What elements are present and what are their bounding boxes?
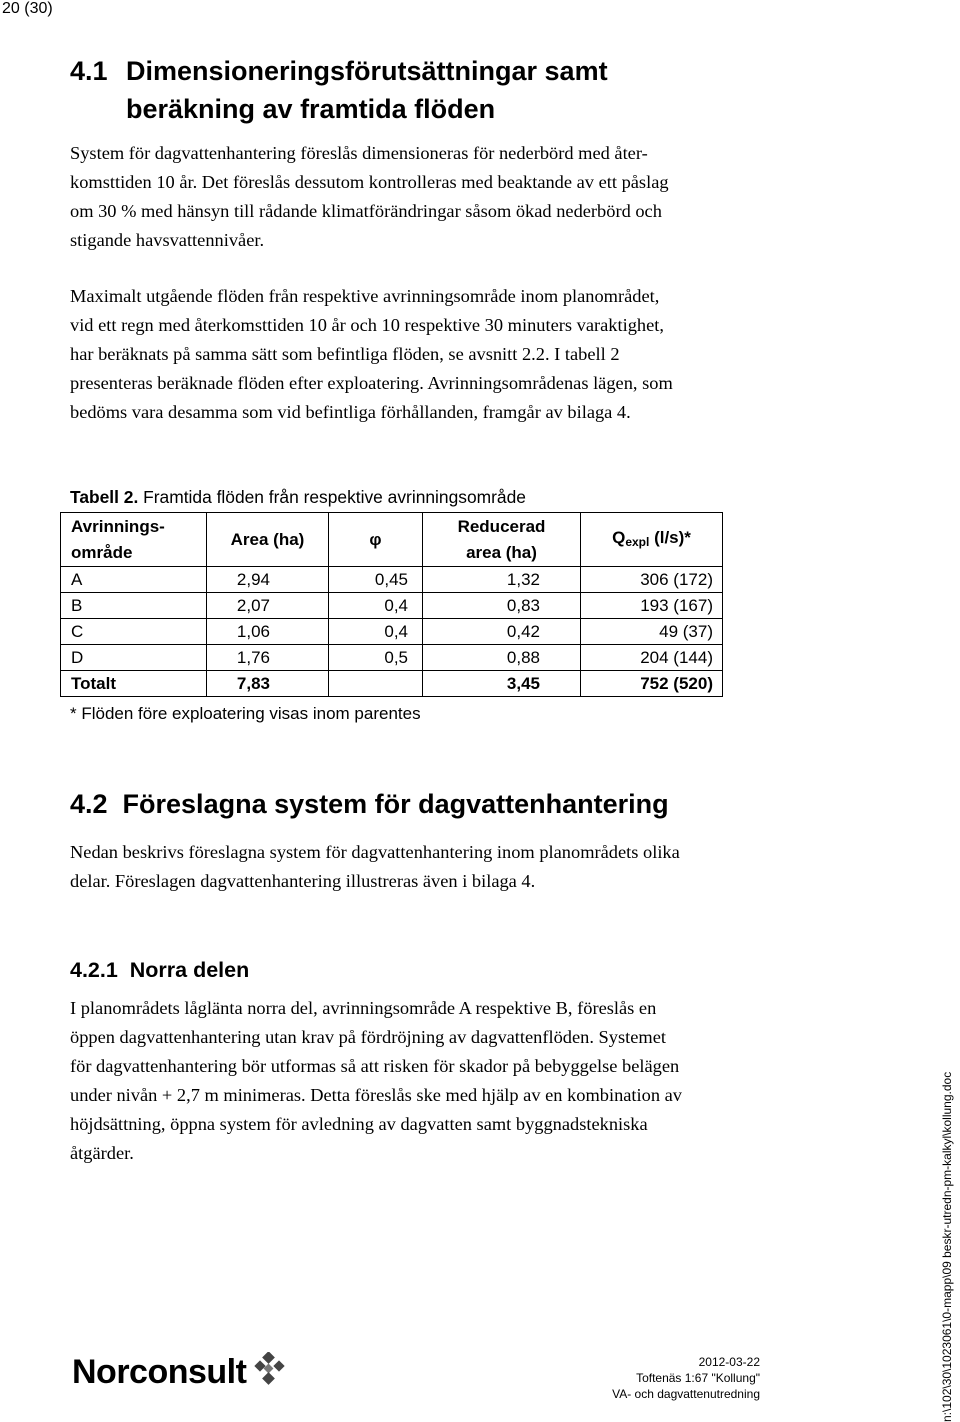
paragraph-line: presenteras beräknade flöden efter exploatering. Avrinningsområdenas lägen, som <box>70 373 673 393</box>
table-row <box>61 593 723 619</box>
paragraph-line: stigande havsvattennivåer. <box>70 230 265 250</box>
paragraph-line: System för dagvattenhantering föreslås dimensioneras för nederbörd med åter- <box>70 143 648 163</box>
header-phi: φ <box>329 513 423 567</box>
section-number: 4.1 <box>70 56 108 86</box>
cell-id: Totalt <box>61 671 207 697</box>
header-area-name: Avrinnings- område <box>61 513 207 567</box>
table-header-row <box>61 513 723 567</box>
cell-id: A <box>61 567 207 593</box>
section-title-line: Dimensioneringsförutsättningar samt <box>126 56 608 86</box>
cell-area: 2,94 <box>207 567 329 593</box>
cell-q: 204 (144) <box>581 645 723 671</box>
paragraph-line: har beräknats på samma sätt som befintliga flöden, se avsnitt 2.2. I tabell 2 <box>70 344 620 364</box>
cell-reduced: 0,83 <box>423 593 581 619</box>
cell-reduced: 1,32 <box>423 567 581 593</box>
cell-area: 7,83 <box>207 671 329 697</box>
flows-table <box>60 512 723 697</box>
footer-description: VA- och dagvattenutredning <box>612 1387 760 1401</box>
paragraph-line: för dagvattenhantering bör utformas så att risken för skador på bebyggelse belägen <box>70 1056 680 1076</box>
cell-area: 2,07 <box>207 593 329 619</box>
table-total-row <box>61 671 723 697</box>
cell-phi: 0,5 <box>329 645 423 671</box>
cell-area: 1,06 <box>207 619 329 645</box>
cell-phi <box>329 671 423 697</box>
cell-reduced: 3,45 <box>423 671 581 697</box>
paragraph-line: under nivån + 2,7 m minimeras. Detta föreslås ske med hjälp av en kombination av <box>70 1085 683 1105</box>
table-caption-label: Tabell 2. <box>70 487 139 507</box>
paragraph-line: komsttiden 10 år. Det föreslås dessutom kontrolleras med beaktande av ett påslag <box>70 172 669 192</box>
table-row <box>61 619 723 645</box>
table-caption-text: Framtida flöden från respektive avrinningsområde <box>138 487 526 507</box>
paragraph-line: delar. Föreslagen dagvattenhantering illustreras även i bilaga 4. <box>70 871 536 891</box>
table-row <box>61 567 723 593</box>
cell-id: C <box>61 619 207 645</box>
paragraph-line: Nedan beskrivs föreslagna system för dagvattenhantering inom planområdets olika <box>70 842 680 862</box>
paragraph-line: öppen dagvattenhantering utan krav på fördröjning av dagvattenflöden. Systemet <box>70 1027 666 1047</box>
table-note: * Flöden före exploatering visas inom parentes <box>70 704 421 723</box>
diamond-cluster-icon <box>252 1352 288 1393</box>
section-title-line: beräkning av framtida flöden <box>126 94 496 124</box>
paragraph-line: vid ett regn med återkomsttiden 10 år och 10 respektive 30 minuters varaktighet, <box>70 315 664 335</box>
cell-id: B <box>61 593 207 619</box>
cell-q: 752 (520) <box>581 671 723 697</box>
paragraph-line: Maximalt utgående flöden från respektive avrinningsområde inom planområdet, <box>70 286 660 306</box>
paragraph-line: åtgärder. <box>70 1143 134 1163</box>
header-area-ha: Area (ha) <box>207 513 329 567</box>
header-q-expl: $Q_{expl}$ (l/s)* <box>581 513 723 567</box>
cell-phi: 0,45 <box>329 567 423 593</box>
paragraph-line: I planområdets låglänta norra del, avrinningsområde A respektive B, föreslås en <box>70 998 657 1018</box>
section-heading: 4.2 Föreslagna system för dagvattenhantering <box>70 789 669 819</box>
footer-date: 2012-03-22 <box>698 1355 760 1369</box>
header-reduced-area: Reducerad area (ha) <box>423 513 581 567</box>
logo-text: Norconsult <box>72 1353 247 1391</box>
cell-reduced: 0,42 <box>423 619 581 645</box>
table-caption <box>70 487 526 508</box>
footer-project: Toftenäs 1:67 "Kollung" <box>636 1371 760 1385</box>
cell-q: 306 (172) <box>581 567 723 593</box>
file-path: n:\102\30\1023061\0-mapp\09 beskr-utredn-pm-kalkyl\kollung.doc <box>940 1071 954 1422</box>
company-logo <box>72 1352 288 1393</box>
paragraph-line: bedöms vara desamma som vid befintliga förhållanden, framgår av bilaga 4. <box>70 402 631 422</box>
cell-q: 49 (37) <box>581 619 723 645</box>
cell-phi: 0,4 <box>329 593 423 619</box>
paragraph-line: om 30 % med hänsyn till rådande klimatförändringar såsom ökad nederbörd och <box>70 201 662 221</box>
page-number: 20 (30) <box>2 0 53 17</box>
cell-id: D <box>61 645 207 671</box>
cell-reduced: 0,88 <box>423 645 581 671</box>
paragraph-line: höjdsättning, öppna system för avledning av dagvatten samt byggnadstekniska <box>70 1114 648 1134</box>
subsection-heading: 4.2.1 Norra delen <box>70 958 250 982</box>
cell-phi: 0,4 <box>329 619 423 645</box>
cell-area: 1,76 <box>207 645 329 671</box>
table-row <box>61 645 723 671</box>
cell-q: 193 (167) <box>581 593 723 619</box>
